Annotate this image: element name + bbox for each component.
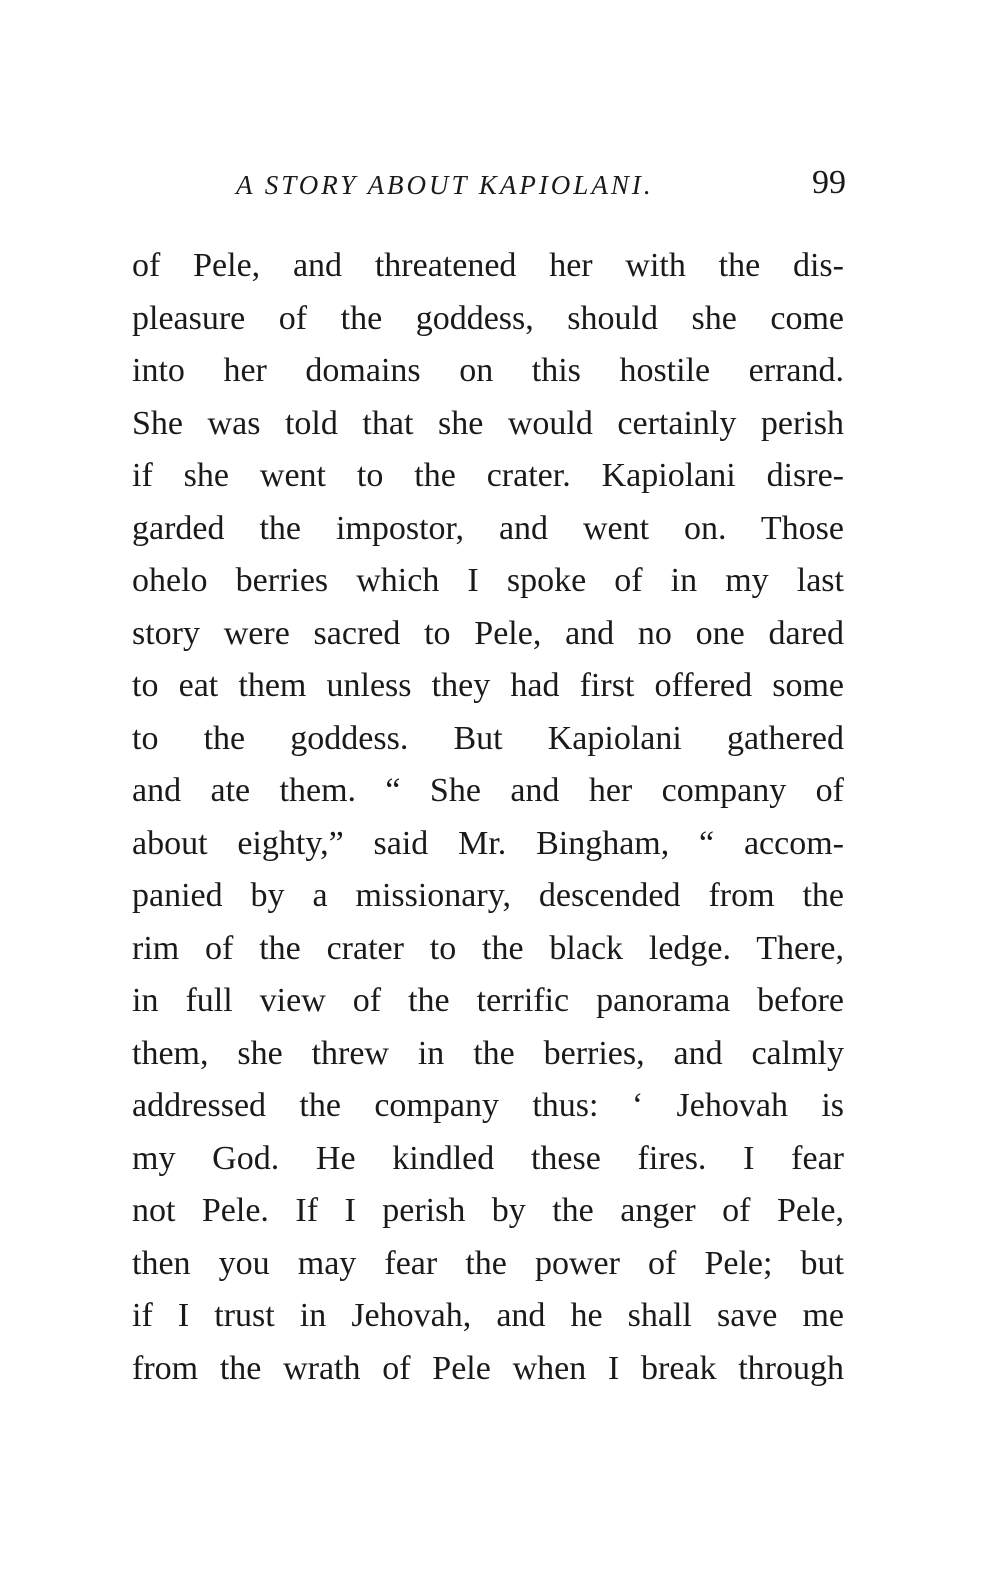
page-number: 99 bbox=[812, 164, 846, 201]
body-text bbox=[132, 240, 844, 1395]
text-line: about eighty,” said Mr. Bingham, “ accom- bbox=[132, 824, 844, 862]
text-line: addressed the company thus: ‘ Jehovah is bbox=[132, 1087, 844, 1124]
running-head bbox=[236, 158, 846, 208]
text-line: not Pele. If I perish by the anger of Pele, bbox=[132, 1192, 844, 1229]
text-line: ohelo berries which I spoke of in my last bbox=[132, 562, 844, 599]
text-line: in full view of the terrific panorama before bbox=[132, 982, 844, 1019]
text-line: my God. He kindled these fires. I fear bbox=[132, 1139, 844, 1177]
text-line: from the wrath of Pele when I break through bbox=[132, 1349, 844, 1387]
text-line: if she went to the crater. Kapiolani disre- bbox=[132, 457, 844, 494]
text-line: She was told that she would certainly perish bbox=[132, 404, 844, 442]
text-line: and ate them. “ She and her company of bbox=[132, 772, 844, 809]
text-line: garded the impostor, and went on. Those bbox=[132, 509, 844, 547]
running-title: A STORY ABOUT KAPIOLANI. bbox=[236, 170, 654, 200]
text-line: them, she threw in the berries, and calmly bbox=[132, 1034, 844, 1072]
text-line: story were sacred to Pele, and no one dared bbox=[132, 614, 844, 652]
text-line: rim of the crater to the black ledge. There, bbox=[132, 929, 844, 967]
text-line: if I trust in Jehovah, and he shall save me bbox=[132, 1297, 844, 1334]
text-line: of Pele, and threatened her with the dis- bbox=[132, 247, 844, 284]
text-line: to eat them unless they had first offered some bbox=[132, 667, 844, 704]
text-line: into her domains on this hostile errand. bbox=[132, 352, 844, 389]
text-line: panied by a missionary, descended from the bbox=[132, 877, 844, 914]
text-line: pleasure of the goddess, should she come bbox=[132, 299, 844, 337]
text-line: to the goddess. But Kapiolani gathered bbox=[132, 719, 844, 757]
text-line: then you may fear the power of Pele; but bbox=[132, 1244, 844, 1282]
